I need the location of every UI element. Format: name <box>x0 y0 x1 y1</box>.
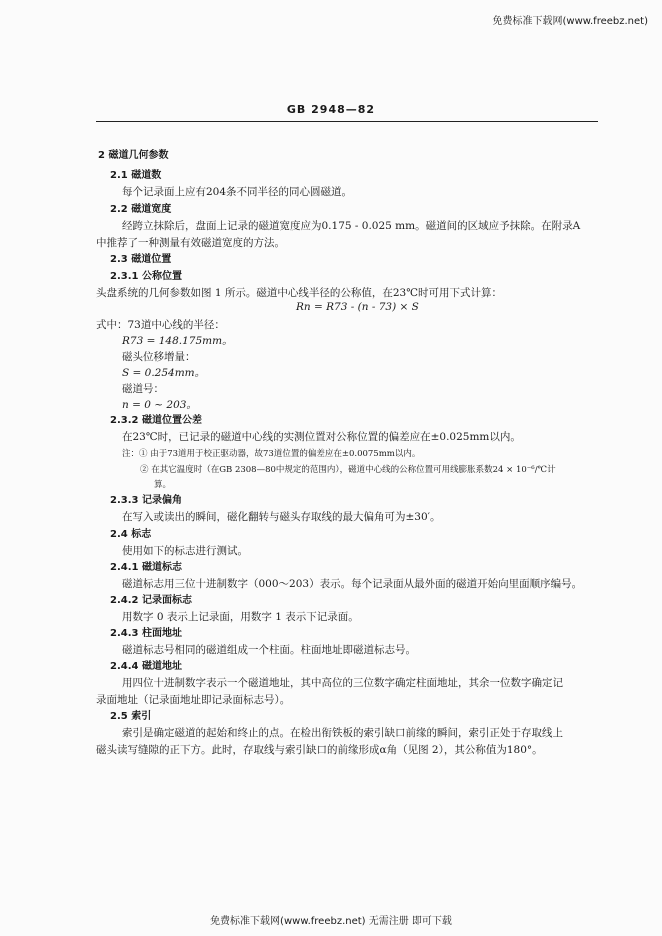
section-2-3-3-title: 2.3.3 记录偏角 <box>110 495 182 506</box>
section-2-4-text: 使用如下的标志进行测试。 <box>122 545 248 557</box>
section-2-4-4-title: 2.4.4 磁道地址 <box>110 661 182 672</box>
note-2b: 算。 <box>154 480 172 490</box>
section-2-4-3-text: 磁道标志号相同的磁道组成一个柱面。柱面地址即磁道标志号。 <box>122 644 416 656</box>
r73-value: R73 = 148.175mm。 <box>122 335 233 347</box>
n-label: 磁道号： <box>122 383 164 395</box>
section-2-1-text: 每个记录面上应有204条不同半径的同心圆磁道。 <box>122 186 353 198</box>
section-2-4-1-title: 2.4.1 磁道标志 <box>110 562 182 573</box>
section-2-5-text-2: 磁头读写缝隙的正下方。此时，存取线与索引缺口的前缘形成α角（见图 2），其公称值为180°。 <box>96 744 543 756</box>
section-2-4-2-text: 用数字 0 表示上记录面，用数字 1 表示下记录面。 <box>122 611 359 623</box>
section-2-3-1-title: 2.3.1 公称位置 <box>110 271 182 282</box>
header-rule <box>96 121 598 122</box>
section-2-4-2-title: 2.4.2 记录面标志 <box>110 595 192 606</box>
s-label: 磁头位移增量： <box>122 351 196 363</box>
formula: Rn = R73 - (n - 73) × S <box>296 301 419 313</box>
formula-where: 式中：73道中心线的半径： <box>96 319 225 331</box>
n-value: n = 0 ~ 203。 <box>122 399 197 411</box>
section-2-4-3-title: 2.4.3 柱面地址 <box>110 628 182 639</box>
section-2-3-1-text: 头盘系统的几何参数如图 1 所示。磁道中心线半径的公称值，在23℃时可用下式计算： <box>96 287 502 299</box>
section-2-4-1-text: 磁道标志用三位十进制数字（000～203）表示。每个记录面从最外面的磁道开始向里面顺序编号。 <box>122 578 583 590</box>
section-2-1-title: 2.1 磁道数 <box>110 170 162 181</box>
section-2-5-text-1: 索引是确定磁道的起始和终止的点。在检出衔铁板的索引缺口前缘的瞬间，索引正处于存取线上 <box>122 727 563 739</box>
section-2-4-4-text-2: 录面地址（记录面地址即记录面标志号）。 <box>96 694 291 706</box>
watermark-bottom: 免费标准下载网(www.freebz.net) 无需注册 即可下载 <box>210 916 452 927</box>
section-2-2-title: 2.2 磁道宽度 <box>110 204 172 215</box>
section-2-3-3-text: 在写入或读出的瞬间，磁化翻转与磁头存取线的最大偏角可为±30′。 <box>122 511 441 523</box>
watermark-top: 免费标准下载网(www.freebz.net) <box>492 16 648 27</box>
s-value: S = 0.254mm。 <box>122 367 206 379</box>
section-2-4-4-text-1: 用四位十进制数字表示一个磁道地址，其中高位的三位数字确定柱面地址，其余一位数字确定记 <box>122 677 563 689</box>
note-2a: ② 在其它温度时（在GB 2308—80中规定的范围内），磁道中心线的公称位置可用线膨胀系数24 × 10⁻⁶/℃计 <box>140 465 556 475</box>
section-2-title: 2 磁道几何参数 <box>98 150 169 161</box>
note-1: 注：① 由于73道用于校正驱动器，故73道位置的偏差应在±0.0075mm以内。 <box>122 449 421 459</box>
section-2-2-text-2: 中推荐了一种测量有效磁道宽度的方法。 <box>96 237 285 249</box>
section-2-5-title: 2.5 索引 <box>110 711 152 722</box>
section-2-3-2-title: 2.3.2 磁道位置公差 <box>110 415 202 426</box>
section-2-4-title: 2.4 标志 <box>110 529 152 540</box>
standard-number: GB 2948—82 <box>286 103 376 116</box>
section-2-3-2-text: 在23℃时，已记录的磁道中心线的实测位置对公称位置的偏差应在±0.025mm以内。 <box>122 431 521 443</box>
section-2-3-title: 2.3 磁道位置 <box>110 254 172 265</box>
section-2-2-text-1: 经跨立抹除后，盘面上记录的磁道宽度应为0.175 - 0.025 mm。磁道间的区域应予抹除。在附录A <box>122 220 581 232</box>
